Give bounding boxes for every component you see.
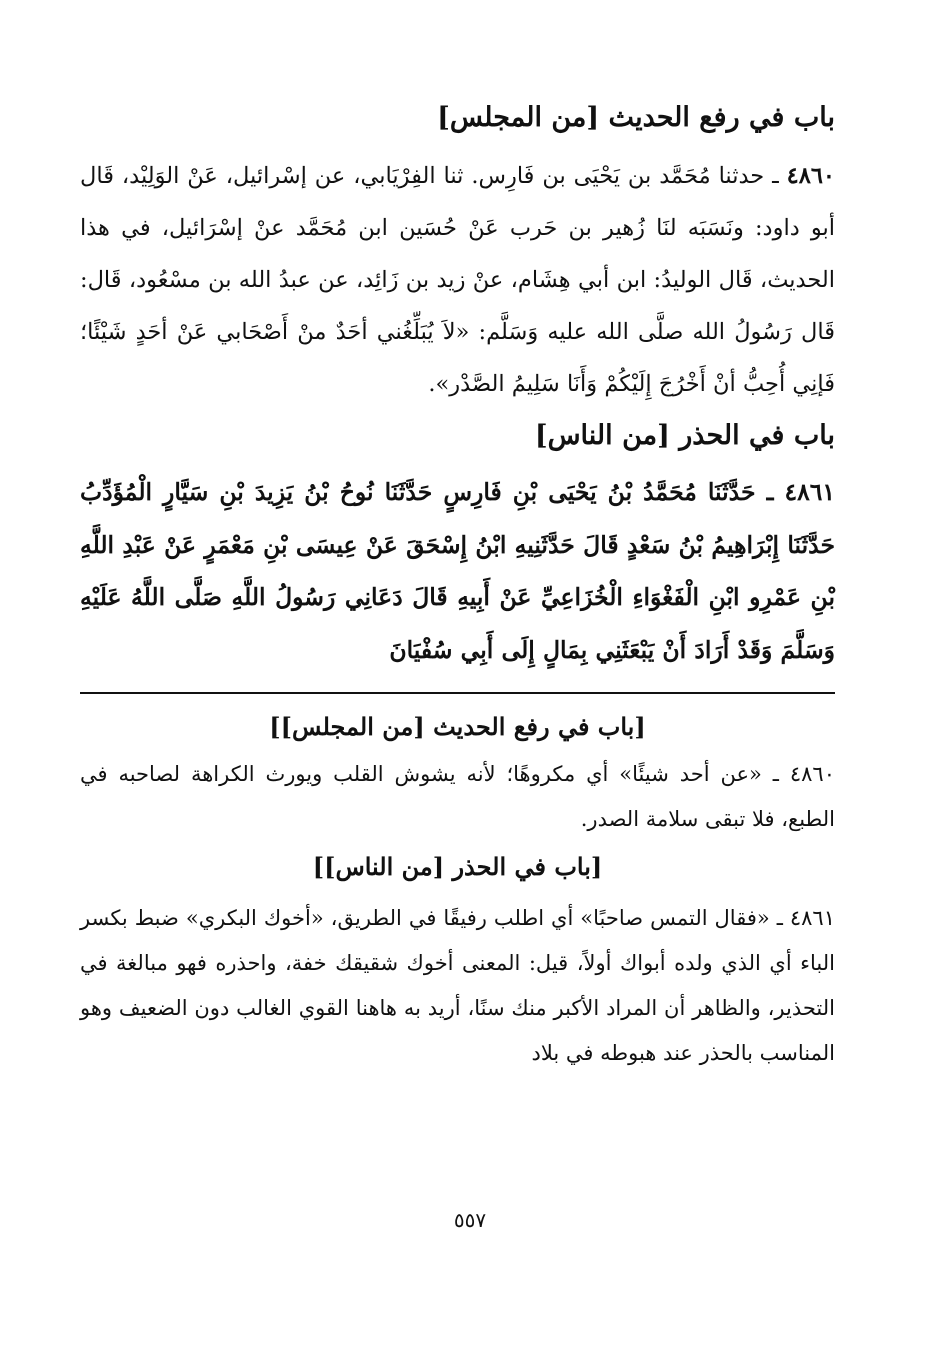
commentary-heading-raising-hadith: [باب في رفع الحديث [من المجلس]] <box>269 712 646 741</box>
commentary-number: ٤٨٦١ <box>789 906 835 930</box>
page-number: ٥٥٧ <box>453 1208 487 1232</box>
chapter-heading-raising-hadith: باب في رفع الحديث [من المجلس] <box>437 102 835 133</box>
commentary-4860 <box>80 752 835 842</box>
hadith-number: ٤٨٦٠ <box>786 163 835 189</box>
hadith-text: ـ حَدَّثَنَا مُحَمَّدُ بْنُ يَحْيَى بْنِ فَارِسٍ حَدَّثَنَا نُوحُ بْنُ يَزِيدَ بْنِ سَيَّارٍ الْمُؤَدِّبُ حَدَّثَنَا إِبْرَاهِيمُ بْنُ سَعْدٍ قَالَ حَدَّثَنِيهِ ابْنُ إِسْحَقَ عَنْ عِيسَى بْنِ مَعْمَرٍ عَنْ عَبْدِ اللَّهِ بْنِ عَمْرِو ابْنِ الْفَغْوَاءِ الْخُزَاعِيِّ عَنْ أَبِيهِ قَالَ دَعَانِي رَسُولُ اللَّهِ صَلَّى اللَّهُ عَلَيْهِ وَسَلَّمَ وَقَدْ أَرَادَ أَنْ يَبْعَثَنِي بِمَالٍ إِلَى أَبِي سُفْيَانَ <box>80 478 835 664</box>
footnote-divider <box>80 692 835 694</box>
commentary-heading-caution: [باب في الحذر [من الناس]] <box>312 852 603 881</box>
hadith-text: ـ حدثنا مُحَمَّد بن يَحْيَى بن فَارِس. ثنا الفِرْيَابي، عن إسْرائيل، عَنْ الوَلِيْد، قَال أبو داود: ونَسَبَه لنَا زُهير بن حَرب عَنْ حُسَين ابن مُحَمَّد عنْ إسْرَائيل، في هذا الحديث، قَال الوليدُ: ابن أبي هِشَام، عنْ زيد بن زَائِد، عن عبدُ الله بن مسْعُود، قَال: قَال رَسُولُ الله صلَّى الله عليه وَسَلَّم: «لاَ يُبَلِّغُني أحَدٌ منْ أَصْحَابي عَنْ أحَدٍ شَيْئًا؛ فَإنِي أُحِبُّ أنْ أَخْرُجَ إِلَيْكُمْ وَأَنَا سَلِيمُ الصَّدْر». <box>80 163 835 397</box>
commentary-section <box>80 708 835 1076</box>
main-text <box>80 98 835 676</box>
hadith-number: ٤٨٦١ <box>784 478 835 506</box>
commentary-text: ـ «عن أحد شيئًا» أي مكروهًا؛ لأنه يشوش القلب ويورث الكراهة لصاحبه في الطبع، فلا تبقى سلامة الصدر. <box>80 762 835 831</box>
commentary-4861 <box>80 896 835 1076</box>
chapter-heading-caution: باب في الحذر [من الناس] <box>534 420 835 451</box>
hadith-4861 <box>80 466 835 676</box>
commentary-number: ٤٨٦٠ <box>789 762 835 786</box>
page-content <box>80 90 835 1076</box>
hadith-4860 <box>80 150 835 410</box>
commentary-text: ـ «فقال التمس صاحبًا» أي اطلب رفيقًا في الطريق، «أخوك البكري» ضبط بكسر الباء أي الذي ولده أبواك أولاً، قيل: المعنى أخوك شقيقك خفة، واحذره فهو مبالغة في التحذير، والظاهر أن المراد الأكبر منك سنًا، أريد به هاهنا القوي الغالب دون الضعيف وهو المناسب بالحذر عند هبوطه في بلاد <box>80 906 836 1065</box>
